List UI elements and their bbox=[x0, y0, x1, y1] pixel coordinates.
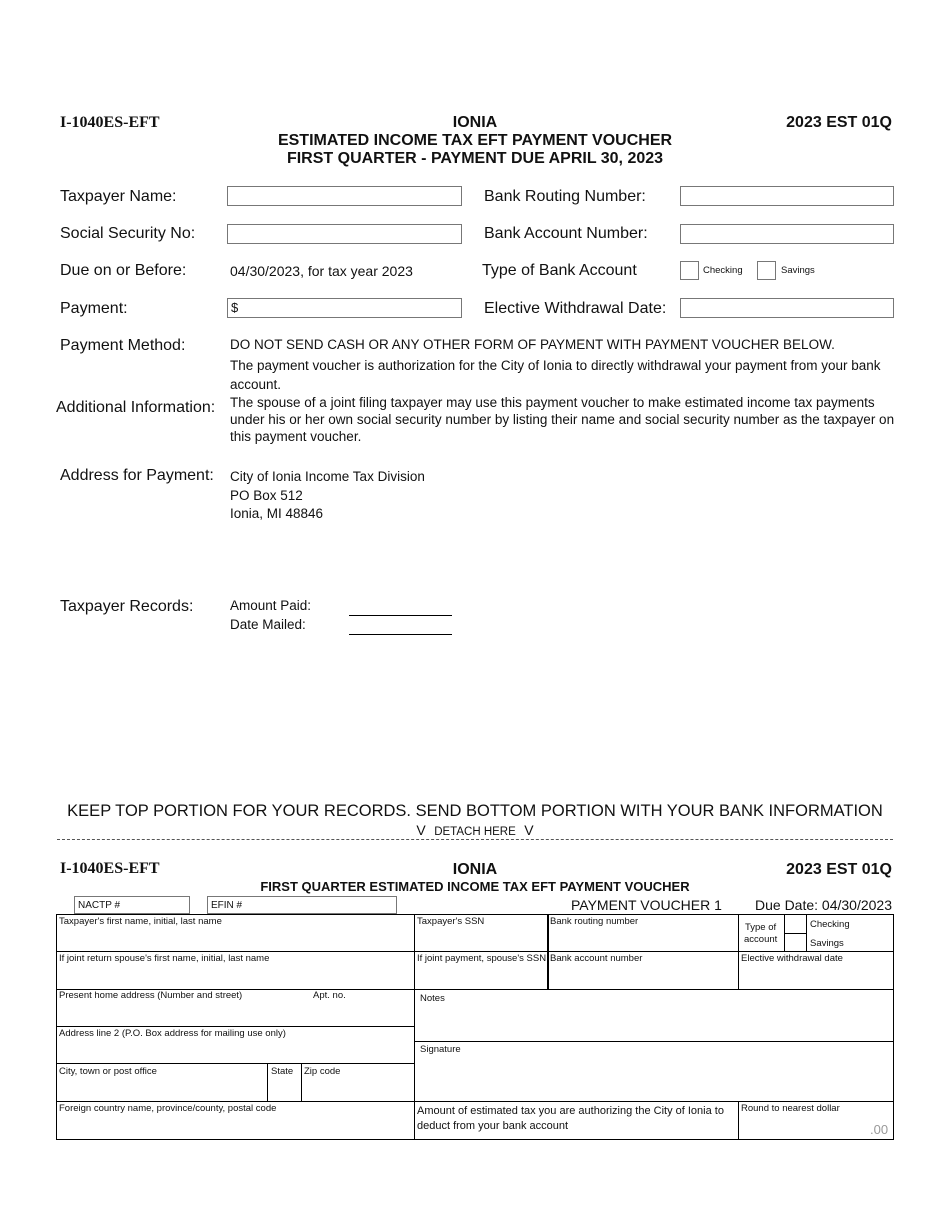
grid-line bbox=[301, 1063, 302, 1101]
account-label: Bank Account Number: bbox=[484, 225, 648, 242]
grid-line bbox=[56, 1101, 894, 1102]
savings-checkbox[interactable] bbox=[757, 261, 776, 280]
records-label: Taxpayer Records: bbox=[60, 598, 194, 615]
grid-line bbox=[56, 1026, 414, 1027]
due-value: 04/30/2023, for tax year 2023 bbox=[230, 263, 413, 279]
voucher-form-id: I-1040ES-EFT bbox=[60, 860, 160, 877]
payment-label: Payment: bbox=[60, 300, 128, 317]
notes-cell[interactable]: Notes bbox=[420, 993, 445, 1004]
detach-line bbox=[57, 839, 893, 840]
grid-line bbox=[738, 914, 739, 989]
page-subtitle: FIRST QUARTER - PAYMENT DUE APRIL 30, 2023 bbox=[286, 150, 664, 167]
nactp-field[interactable] bbox=[74, 896, 190, 914]
down-arrow-icon: V bbox=[524, 822, 534, 838]
signature-cell[interactable]: Signature bbox=[420, 1044, 461, 1055]
efin-field[interactable] bbox=[207, 896, 397, 914]
bank-account-cell[interactable]: Bank account number bbox=[550, 953, 643, 964]
taxpayer-name-cell[interactable]: Taxpayer's first name, initial, last name bbox=[59, 916, 222, 927]
routing-number-field[interactable] bbox=[680, 186, 894, 206]
method-description: The payment voucher is authorization for the City of Ionia to directly withdrawal your payment from your bank account. bbox=[230, 358, 881, 392]
city-title: IONIA bbox=[452, 114, 498, 131]
voucher-title: FIRST QUARTER ESTIMATED INCOME TAX EFT PAYMENT VOUCHER bbox=[260, 879, 690, 894]
form-code: 2023 EST 01Q bbox=[786, 114, 892, 131]
dollar-sign: $ bbox=[231, 300, 239, 315]
round-label: Round to nearest dollar bbox=[741, 1103, 840, 1114]
checking-checkbox[interactable] bbox=[680, 261, 699, 280]
voucher-due-date: Due Date: 04/30/2023 bbox=[755, 897, 892, 913]
account-number-field[interactable] bbox=[680, 224, 894, 244]
spouse-ssn-cell[interactable]: If joint payment, spouse's SSN bbox=[417, 953, 547, 964]
due-label: Due on or Before: bbox=[60, 262, 187, 279]
additional-text: The spouse of a joint filing taxpayer may use this payment voucher to make estimated income tax payments under his or her own social security number by listing their name and social security number as the taxpayer on this payment voucher. bbox=[230, 395, 895, 444]
down-arrow-icon: V bbox=[416, 822, 426, 838]
checking-label: Checking bbox=[703, 265, 743, 276]
grid-line bbox=[738, 1101, 739, 1140]
address-label: Address for Payment: bbox=[60, 467, 214, 484]
savings-box[interactable] bbox=[785, 934, 806, 951]
zip-cell[interactable]: Zip code bbox=[304, 1066, 341, 1077]
grid-line bbox=[56, 951, 894, 952]
withdrawal-date-cell[interactable]: Elective withdrawal date bbox=[741, 953, 843, 964]
voucher-number: PAYMENT VOUCHER 1 bbox=[571, 897, 722, 913]
spouse-name-cell[interactable]: If joint return spouse's first name, initial, last name bbox=[59, 953, 270, 964]
state-cell[interactable]: State bbox=[271, 1066, 294, 1077]
nactp-label: NACTP # bbox=[78, 900, 121, 911]
taxpayer-ssn-cell[interactable]: Taxpayer's SSN bbox=[417, 916, 485, 927]
taxpayer-name-field[interactable] bbox=[227, 186, 462, 206]
address-line-3: Ionia, MI 48846 bbox=[230, 506, 324, 521]
grid-line bbox=[414, 914, 415, 1140]
date-mailed-line[interactable] bbox=[349, 634, 452, 635]
checking-box[interactable] bbox=[785, 915, 806, 933]
address-line-1: City of Ionia Income Tax Division bbox=[230, 469, 425, 484]
amount-paid-line[interactable] bbox=[349, 615, 452, 616]
ssn-label: Social Security No: bbox=[60, 225, 196, 242]
ssn-field[interactable] bbox=[227, 224, 462, 244]
page-title: ESTIMATED INCOME TAX EFT PAYMENT VOUCHER bbox=[277, 132, 673, 149]
detach-here-row bbox=[0, 822, 950, 840]
taxpayer-name-label: Taxpayer Name: bbox=[60, 188, 177, 205]
method-warning: DO NOT SEND CASH OR ANY OTHER FORM OF PAYMENT WITH PAYMENT VOUCHER BELOW. bbox=[230, 337, 835, 352]
additional-label: Additional Information: bbox=[56, 399, 216, 416]
address-line-2-cell[interactable]: Address line 2 (P.O. Box address for mailing use only) bbox=[59, 1028, 286, 1039]
checking-option-label: Checking bbox=[810, 919, 850, 930]
method-label: Payment Method: bbox=[60, 337, 186, 354]
city-cell[interactable]: City, town or post office bbox=[59, 1066, 157, 1077]
grid-line bbox=[56, 1063, 414, 1064]
bank-routing-cell[interactable]: Bank routing number bbox=[550, 916, 639, 927]
home-address-cell[interactable]: Present home address (Number and street) bbox=[59, 990, 243, 1001]
withdrawal-label: Elective Withdrawal Date: bbox=[484, 300, 667, 317]
withdrawal-date-field[interactable] bbox=[680, 298, 894, 318]
voucher-city: IONIA bbox=[452, 861, 498, 878]
grid-line bbox=[806, 914, 807, 951]
type-of-label: Type of bbox=[745, 922, 777, 933]
foreign-address-cell[interactable]: Foreign country name, province/county, postal code bbox=[59, 1103, 277, 1114]
payment-amount-field[interactable] bbox=[227, 298, 462, 318]
account-label: account bbox=[744, 934, 778, 945]
cents-placeholder[interactable]: .00 bbox=[870, 1122, 889, 1137]
grid-line bbox=[414, 1041, 894, 1042]
savings-label: Savings bbox=[781, 265, 815, 276]
form-id: I-1040ES-EFT bbox=[60, 114, 160, 131]
date-mailed-label: Date Mailed: bbox=[230, 617, 306, 632]
amount-authorization-text: Amount of estimated tax you are authorizing the City of Ionia to deduct from your bank account bbox=[417, 1105, 724, 1132]
routing-label: Bank Routing Number: bbox=[484, 188, 646, 205]
grid-line bbox=[267, 1063, 268, 1101]
address-line-2: PO Box 512 bbox=[230, 488, 303, 503]
efin-label: EFIN # bbox=[211, 900, 243, 911]
apt-no-label: Apt. no. bbox=[313, 990, 346, 1001]
savings-option-label: Savings bbox=[810, 938, 844, 949]
account-type-label: Type of Bank Account bbox=[482, 262, 637, 279]
detach-instruction: KEEP TOP PORTION FOR YOUR RECORDS. SEND BOTTOM PORTION WITH YOUR BANK INFORMATION bbox=[67, 802, 883, 820]
detach-here-label: DETACH HERE bbox=[434, 826, 516, 838]
amount-paid-label: Amount Paid: bbox=[230, 598, 312, 613]
grid-line bbox=[547, 914, 549, 989]
voucher-code: 2023 EST 01Q bbox=[786, 861, 892, 878]
